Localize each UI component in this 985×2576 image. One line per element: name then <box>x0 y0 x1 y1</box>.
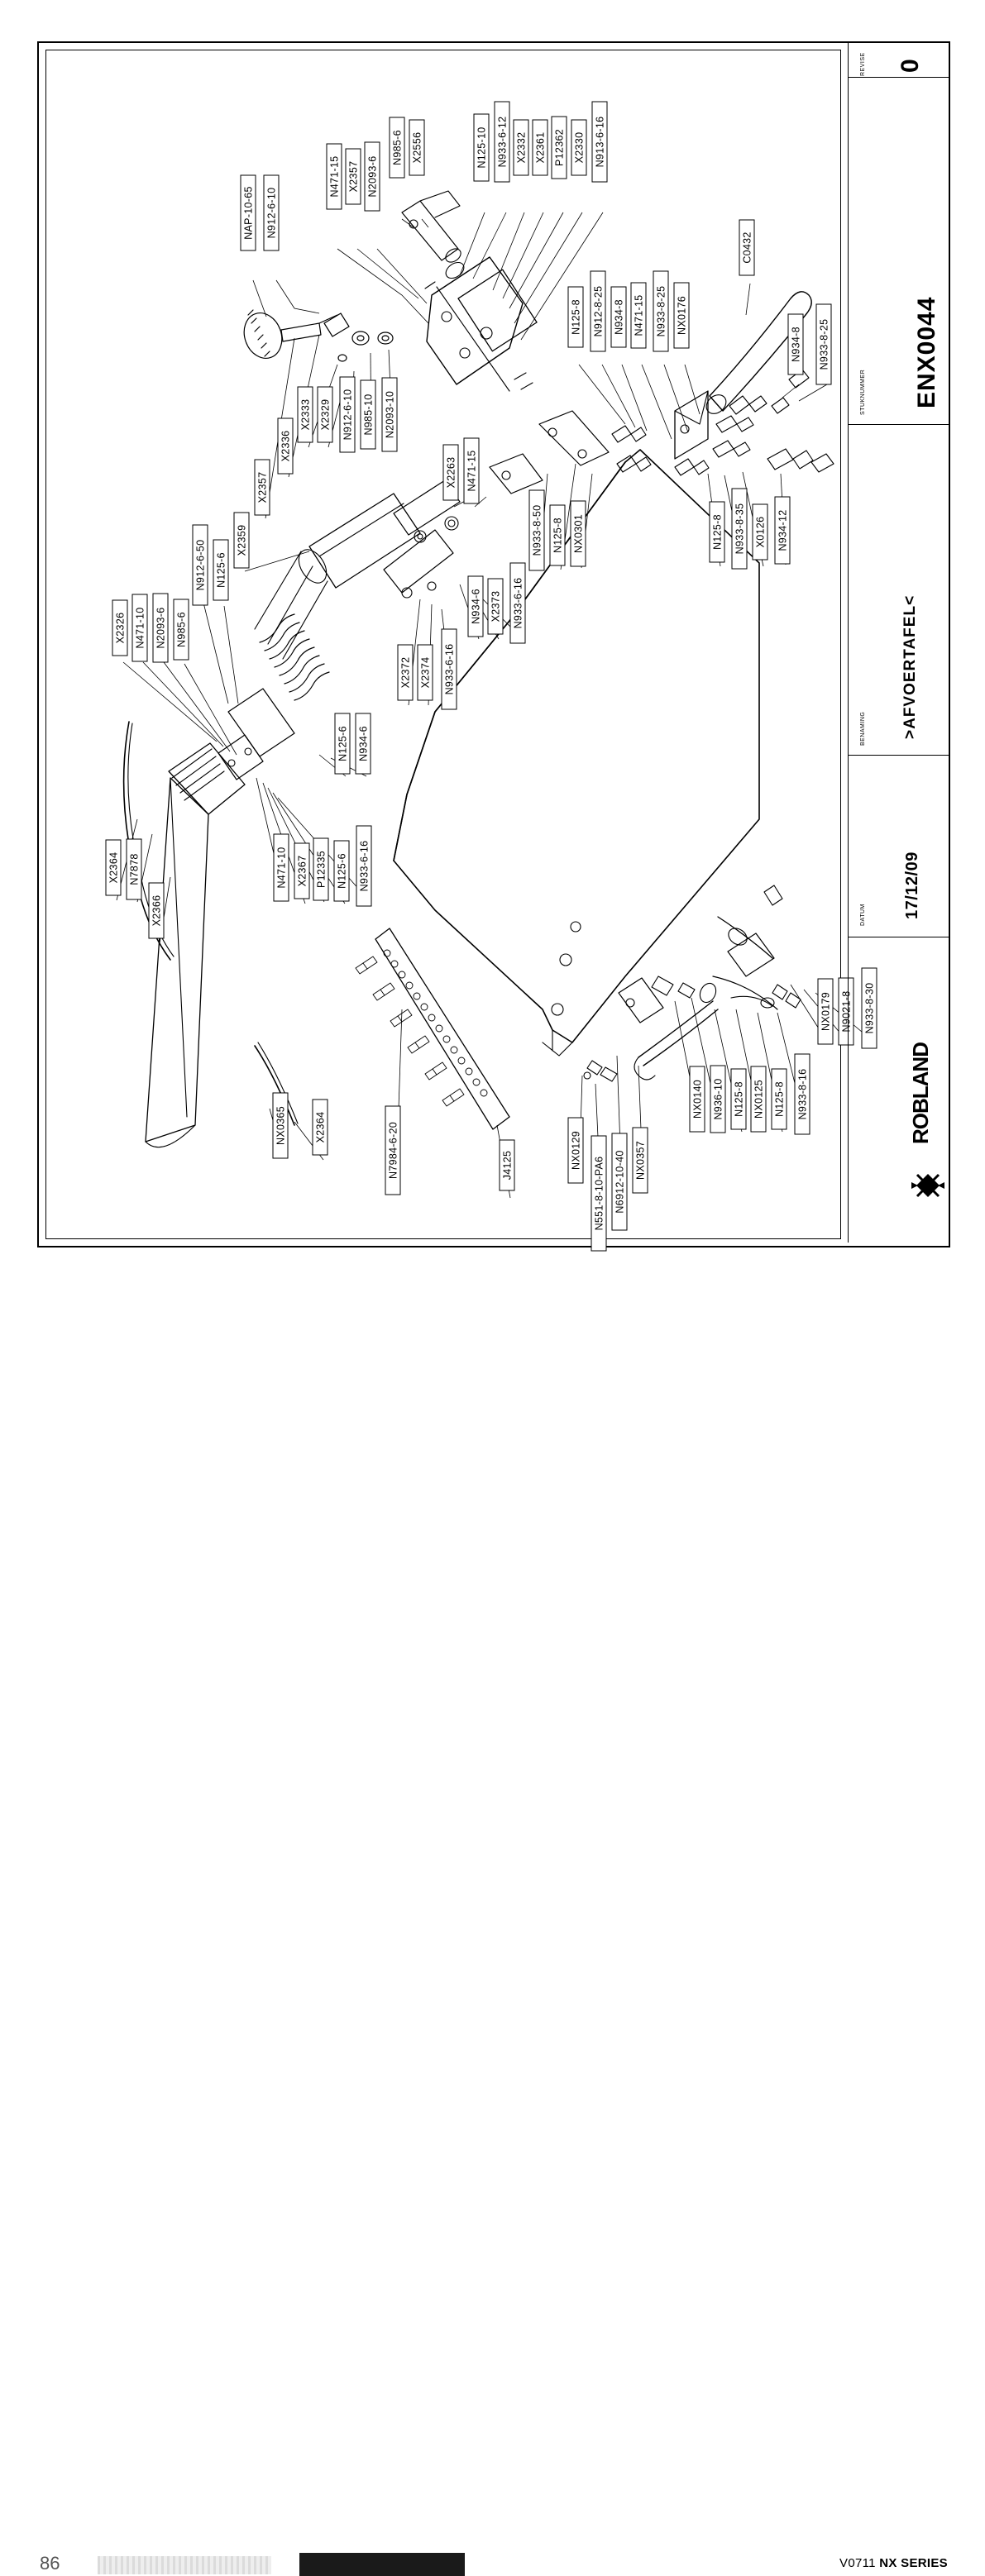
revise-cell <box>849 43 949 78</box>
part-label: P12335 <box>313 837 329 900</box>
part-label: X2366 <box>149 882 165 938</box>
part-label: NX0365 <box>273 1092 289 1158</box>
part-label: X2359 <box>234 512 250 568</box>
logo-cell <box>849 937 949 1243</box>
part-label: N912-8-25 <box>591 270 606 351</box>
drawing-sheet <box>37 41 950 1247</box>
part-label: N6912-10-40 <box>612 1133 628 1230</box>
part-label: X2556 <box>409 119 425 175</box>
benaming-cell <box>849 425 949 756</box>
part-label: N125-8 <box>731 1068 747 1129</box>
footer-version: V0711 <box>839 2556 876 2570</box>
part-label: N934-8 <box>788 313 804 374</box>
part-label: X2332 <box>514 119 529 175</box>
part-label: C0432 <box>739 219 755 275</box>
part-label: N985-6 <box>390 117 405 178</box>
part-label: N913-6-16 <box>592 101 608 182</box>
revise-value: 0 <box>897 58 924 73</box>
part-label: N933-6-16 <box>356 825 372 906</box>
part-label: N125-6 <box>334 840 350 901</box>
part-label: X2374 <box>418 644 433 700</box>
part-label: N933-8-25 <box>816 303 832 384</box>
title-block <box>848 43 949 1243</box>
part-label: NX0176 <box>674 282 690 348</box>
part-label: N933-8-35 <box>732 488 748 569</box>
footer-series: NX SERIES <box>879 2556 948 2570</box>
part-label: X2333 <box>298 386 313 442</box>
part-label: J4125 <box>500 1139 515 1190</box>
part-label: N912-6-10 <box>264 174 280 250</box>
benaming-label: BENAMING <box>860 711 866 746</box>
part-label: N985-6 <box>174 599 189 660</box>
part-label: X2361 <box>533 119 548 175</box>
part-label: N934-6 <box>468 575 484 637</box>
part-label: P12362 <box>552 116 567 179</box>
robland-logo-mark <box>849 937 949 1243</box>
part-label: N471-15 <box>631 282 647 348</box>
part-label: X2336 <box>278 417 294 474</box>
part-label: N912-6-10 <box>340 376 356 452</box>
part-label: N471-10 <box>274 833 289 901</box>
part-label: N7878 <box>127 838 142 899</box>
part-label: N125-8 <box>568 286 584 347</box>
stuknummer-value: ENX0044 <box>913 296 940 408</box>
part-label: N551-8-10-PA6 <box>591 1135 607 1251</box>
datum-label: DATUM <box>860 904 866 926</box>
part-label: N125-8 <box>550 504 566 565</box>
benaming-value: >AFVOERTAFEL< <box>901 594 919 739</box>
part-label: N125-6 <box>213 539 229 600</box>
part-label: N933-8-50 <box>529 489 545 570</box>
part-label: N2093-10 <box>382 377 398 451</box>
part-label: N912-6-50 <box>193 524 208 605</box>
part-label: X0126 <box>753 503 768 560</box>
part-label: N985-10 <box>361 379 376 449</box>
revise-label: REVISE <box>860 52 866 76</box>
part-label: N125-10 <box>474 113 490 181</box>
part-label: X2373 <box>488 578 504 634</box>
footer-right <box>839 2556 948 2570</box>
part-label: N471-15 <box>464 437 480 503</box>
part-label: N933-8-16 <box>795 1053 810 1134</box>
part-label: X2372 <box>398 644 414 700</box>
part-label: N2093-6 <box>153 593 169 662</box>
page-footer <box>0 1273 985 2574</box>
part-label: X2357 <box>255 459 270 515</box>
part-label: X2357 <box>346 148 361 204</box>
part-label: X2330 <box>571 119 587 175</box>
part-label: N933-8-25 <box>653 270 669 351</box>
footer-black-bar <box>299 2553 465 2576</box>
page-number: 86 <box>40 2553 60 2574</box>
part-label: N125-6 <box>335 713 351 774</box>
logo-text: ROBLAND <box>908 1042 933 1144</box>
part-label: NX0129 <box>568 1117 584 1183</box>
part-label: N936-10 <box>710 1065 726 1133</box>
part-label: N934-6 <box>356 713 371 774</box>
part-label: N933-6-12 <box>495 101 510 182</box>
part-label: NX0301 <box>571 500 586 566</box>
part-label: N9021-8 <box>839 977 854 1045</box>
part-label: N471-15 <box>327 143 342 209</box>
part-label: N934-12 <box>775 496 791 564</box>
part-label: X2326 <box>112 599 128 656</box>
part-label: X2367 <box>294 842 310 899</box>
stuknummer-cell <box>849 78 949 425</box>
datum-cell <box>849 756 949 937</box>
part-label: X2263 <box>443 444 459 500</box>
part-label: N2093-6 <box>365 141 380 211</box>
part-label: NX0125 <box>751 1066 767 1132</box>
stuknummer-label: STUKNUMMER <box>860 369 866 415</box>
part-label: X2364 <box>106 839 122 895</box>
part-label: N933-6-16 <box>442 628 457 709</box>
part-label: N125-8 <box>710 501 725 562</box>
part-label: N125-8 <box>772 1068 787 1129</box>
datum-value: 17/12/09 <box>903 852 921 919</box>
part-label: N934-8 <box>611 286 627 347</box>
part-label: N471-10 <box>132 594 148 661</box>
part-label: N7984-6-20 <box>385 1105 401 1195</box>
part-label: N933-8-30 <box>862 967 877 1048</box>
part-label: NX0357 <box>633 1127 648 1193</box>
part-label: X2329 <box>318 386 333 442</box>
part-label: NX0179 <box>818 978 834 1044</box>
part-label: NAP-10-65 <box>241 174 256 250</box>
part-label: N933-6-16 <box>510 562 526 643</box>
footer-smudge <box>98 2556 271 2574</box>
part-label: X2364 <box>313 1099 328 1155</box>
part-label: NX0140 <box>690 1066 705 1132</box>
